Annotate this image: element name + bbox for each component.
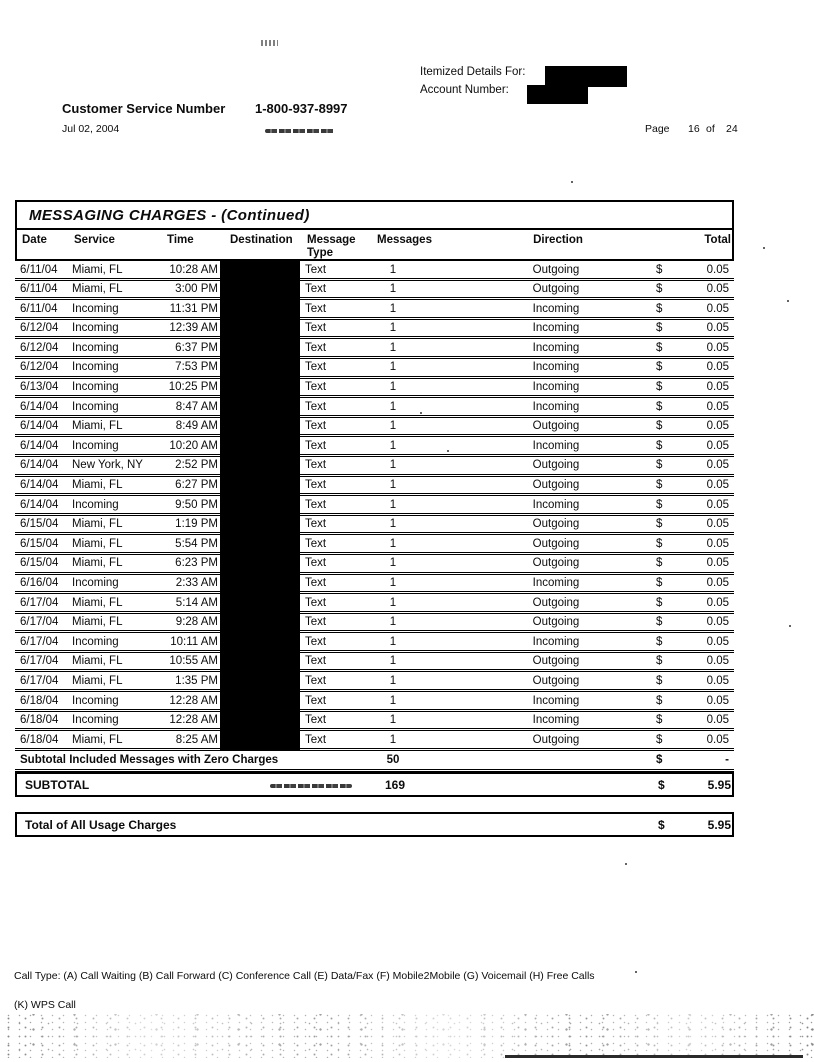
cell-messages: 1 xyxy=(389,459,397,472)
cell-time: 1:35 PM xyxy=(175,674,218,687)
cell-direction: Outgoing xyxy=(532,596,580,609)
cell-currency: $ xyxy=(656,733,663,746)
cell-service: Incoming xyxy=(72,322,119,335)
cell-amount: 0.05 xyxy=(706,439,729,452)
col-header-direction: Direction xyxy=(533,234,583,246)
scan-speck xyxy=(420,412,422,414)
cell-currency: $ xyxy=(656,459,663,472)
cell-time: 12:28 AM xyxy=(169,694,218,707)
cell-messages: 1 xyxy=(389,557,397,570)
cell-service: Incoming xyxy=(72,381,119,394)
table-row xyxy=(15,359,734,379)
cell-date: 6/17/04 xyxy=(20,596,59,609)
cell-time: 8:25 AM xyxy=(175,733,218,746)
cell-message-type: Text xyxy=(305,400,327,413)
cell-amount: 0.05 xyxy=(706,302,729,315)
table-row xyxy=(15,496,734,516)
cell-message-type: Text xyxy=(305,459,327,472)
currency-symbol: $ xyxy=(656,754,663,767)
cell-direction: Outgoing xyxy=(532,557,580,570)
cell-time: 12:28 AM xyxy=(169,714,218,727)
subtotal-label: SUBTOTAL xyxy=(25,778,90,793)
cell-direction: Outgoing xyxy=(532,263,580,276)
cell-service: Incoming xyxy=(72,694,119,707)
cell-currency: $ xyxy=(656,381,663,394)
cell-messages: 1 xyxy=(389,400,397,413)
cell-service: Miami, FL xyxy=(72,479,123,492)
cell-direction: Incoming xyxy=(532,635,580,648)
cell-message-type: Text xyxy=(305,479,327,492)
cell-message-type: Text xyxy=(305,537,327,550)
cell-messages: 1 xyxy=(389,537,397,550)
cell-currency: $ xyxy=(656,518,663,531)
cell-amount: 0.05 xyxy=(706,577,729,589)
cell-message-type: Text xyxy=(305,381,327,394)
cell-time: 6:27 PM xyxy=(175,479,218,492)
table-row xyxy=(15,320,734,340)
cell-time: 7:53 PM xyxy=(175,361,218,374)
cell-date: 6/11/04 xyxy=(20,302,58,315)
cell-date: 6/17/04 xyxy=(20,635,59,648)
cell-currency: $ xyxy=(656,322,663,335)
cell-amount: 0.05 xyxy=(706,459,729,472)
cell-time: 12:39 AM xyxy=(169,322,218,335)
cell-currency: $ xyxy=(656,361,663,374)
cell-time: 2:33 AM xyxy=(175,577,218,589)
table-row xyxy=(15,575,734,595)
table-row xyxy=(15,653,734,673)
cell-date: 6/17/04 xyxy=(20,616,59,629)
cell-message-type: Text xyxy=(305,283,327,296)
cell-service: Miami, FL xyxy=(72,420,123,433)
zero-charge-subtotal-label: Subtotal Included Messages with Zero Charges xyxy=(20,754,279,767)
cell-amount: 0.05 xyxy=(706,537,729,550)
cell-messages: 1 xyxy=(389,381,397,394)
cell-amount: 0.05 xyxy=(706,714,729,727)
cell-currency: $ xyxy=(656,263,663,276)
cell-service: Miami, FL xyxy=(72,263,123,276)
cell-currency: $ xyxy=(656,714,663,727)
table-title: MESSAGING CHARGES - (Continued) xyxy=(15,200,734,230)
cell-currency: $ xyxy=(656,498,663,511)
cell-messages: 1 xyxy=(389,714,397,727)
cell-amount: 0.05 xyxy=(706,655,729,668)
cell-messages: 1 xyxy=(389,498,397,511)
cell-message-type: Text xyxy=(305,302,327,315)
cell-amount: 0.05 xyxy=(706,733,729,746)
cell-service: Incoming xyxy=(72,498,119,511)
cell-messages: 1 xyxy=(389,283,397,296)
cell-direction: Outgoing xyxy=(532,616,580,629)
table-header-row xyxy=(15,228,734,261)
table-row xyxy=(15,535,734,555)
cell-direction: Outgoing xyxy=(532,459,580,472)
cell-amount: 0.05 xyxy=(706,341,729,354)
cell-amount: 0.05 xyxy=(706,674,729,687)
table-row xyxy=(15,379,734,399)
cell-amount: 0.05 xyxy=(706,596,729,609)
table-row xyxy=(15,633,734,653)
cell-time: 8:49 AM xyxy=(175,420,218,433)
cell-date: 6/14/04 xyxy=(20,439,59,452)
messaging-charges-table xyxy=(15,200,734,837)
cell-messages: 1 xyxy=(389,439,397,452)
page-number: 16 xyxy=(688,123,700,135)
cell-direction: Outgoing xyxy=(532,479,580,492)
statement-date: Jul 02, 2004 xyxy=(62,123,120,135)
scan-smudge xyxy=(261,40,278,46)
cell-message-type: Text xyxy=(305,557,327,570)
grand-total-row xyxy=(15,812,734,837)
cell-date: 6/15/04 xyxy=(20,537,59,550)
cell-service: New York, NY xyxy=(72,459,143,472)
col-header-date: Date xyxy=(22,234,47,246)
table-row xyxy=(15,437,734,457)
cell-messages: 1 xyxy=(389,479,397,492)
cell-currency: $ xyxy=(656,439,663,452)
currency-symbol: $ xyxy=(658,818,665,833)
cell-messages: 1 xyxy=(389,302,397,315)
table-row xyxy=(15,731,734,751)
cell-service: Miami, FL xyxy=(72,283,123,296)
cell-amount: 0.05 xyxy=(706,635,729,648)
cell-direction: Incoming xyxy=(532,577,580,589)
cell-amount: 0.05 xyxy=(706,381,729,394)
cell-currency: $ xyxy=(656,674,663,687)
cell-date: 6/15/04 xyxy=(20,557,59,570)
cell-amount: 0.05 xyxy=(706,479,729,492)
cell-message-type: Text xyxy=(305,577,327,589)
scan-scribble xyxy=(270,784,352,788)
subtotal-row xyxy=(15,772,734,797)
cell-service: Miami, FL xyxy=(72,655,123,668)
zero-charge-subtotal-amount: - xyxy=(725,754,729,767)
table-row xyxy=(15,300,734,320)
cell-direction: Incoming xyxy=(532,381,580,394)
page-of-label: of xyxy=(706,123,715,135)
cell-date: 6/18/04 xyxy=(20,694,59,707)
col-header-messages: Messages xyxy=(377,234,432,246)
cell-direction: Incoming xyxy=(532,439,580,452)
table-row xyxy=(15,418,734,438)
cell-service: Miami, FL xyxy=(72,733,123,746)
cell-time: 6:37 PM xyxy=(175,341,218,354)
cell-date: 6/14/04 xyxy=(20,420,59,433)
redacted-destination-column xyxy=(220,261,300,751)
cell-time: 10:28 AM xyxy=(169,263,218,276)
cell-message-type: Text xyxy=(305,635,327,648)
scan-speck xyxy=(787,300,789,302)
cell-date: 6/14/04 xyxy=(20,459,59,472)
cell-messages: 1 xyxy=(389,733,397,746)
cell-messages: 1 xyxy=(389,420,397,433)
cell-date: 6/14/04 xyxy=(20,400,59,413)
cell-message-type: Text xyxy=(305,420,327,433)
cell-date: 6/18/04 xyxy=(20,714,59,727)
cell-direction: Incoming xyxy=(532,714,580,727)
table-row xyxy=(15,555,734,575)
cell-time: 5:14 AM xyxy=(175,596,218,609)
cell-date: 6/17/04 xyxy=(20,655,59,668)
cell-amount: 0.05 xyxy=(706,694,729,707)
cell-date: 6/17/04 xyxy=(20,674,59,687)
cell-service: Miami, FL xyxy=(72,518,123,531)
scan-speck xyxy=(625,863,627,865)
redacted-account-name xyxy=(545,66,627,87)
table-row xyxy=(15,261,734,281)
cell-service: Miami, FL xyxy=(72,674,123,687)
scan-speck xyxy=(447,450,449,452)
cell-direction: Outgoing xyxy=(532,537,580,550)
cell-currency: $ xyxy=(656,596,663,609)
cell-date: 6/15/04 xyxy=(20,518,59,531)
scan-scribble xyxy=(265,129,335,133)
cell-messages: 1 xyxy=(389,635,397,648)
table-row xyxy=(15,339,734,359)
cell-amount: 0.05 xyxy=(706,420,729,433)
cell-amount: 0.05 xyxy=(706,498,729,511)
cell-direction: Incoming xyxy=(532,361,580,374)
cell-date: 6/11/04 xyxy=(20,263,58,276)
col-header-service: Service xyxy=(74,234,115,246)
cell-service: Incoming xyxy=(72,302,119,315)
cell-direction: Incoming xyxy=(532,694,580,707)
customer-service-label: Customer Service Number xyxy=(62,101,226,116)
cell-direction: Incoming xyxy=(532,322,580,335)
cell-currency: $ xyxy=(656,302,663,315)
cell-service: Incoming xyxy=(72,439,119,452)
subtotal-messages: 169 xyxy=(384,778,406,793)
scan-speck xyxy=(789,625,791,627)
grand-total-label: Total of All Usage Charges xyxy=(25,818,177,833)
cell-time: 3:00 PM xyxy=(175,283,218,296)
cell-amount: 0.05 xyxy=(706,400,729,413)
cell-direction: Outgoing xyxy=(532,518,580,531)
cell-amount: 0.05 xyxy=(706,557,729,570)
cell-direction: Outgoing xyxy=(532,283,580,296)
table-row xyxy=(15,477,734,497)
cell-time: 1:19 PM xyxy=(175,518,218,531)
cell-direction: Outgoing xyxy=(532,655,580,668)
cell-time: 9:50 PM xyxy=(175,498,218,511)
cell-time: 10:25 PM xyxy=(168,381,218,394)
col-header-total: Total xyxy=(704,234,731,246)
scan-noise-band xyxy=(0,1014,814,1058)
cell-message-type: Text xyxy=(305,596,327,609)
cell-date: 6/11/04 xyxy=(20,283,58,296)
cell-message-type: Text xyxy=(305,616,327,629)
cell-message-type: Text xyxy=(305,674,327,687)
cell-message-type: Text xyxy=(305,361,327,374)
cell-service: Miami, FL xyxy=(72,557,123,570)
itemized-details-label: Itemized Details For: xyxy=(420,66,526,78)
zero-charge-subtotal-messages: 50 xyxy=(386,754,400,767)
scan-edge-line xyxy=(505,1055,803,1058)
redacted-account-number xyxy=(527,85,588,104)
cell-messages: 1 xyxy=(389,322,397,335)
cell-message-type: Text xyxy=(305,498,327,511)
table-row xyxy=(15,398,734,418)
cell-amount: 0.05 xyxy=(706,322,729,335)
cell-currency: $ xyxy=(656,694,663,707)
table-row xyxy=(15,692,734,712)
table-row xyxy=(15,457,734,477)
subtotal-amount: 5.95 xyxy=(707,778,731,793)
cell-currency: $ xyxy=(656,557,663,570)
cell-date: 6/18/04 xyxy=(20,733,59,746)
cell-amount: 0.05 xyxy=(706,263,729,276)
cell-service: Incoming xyxy=(72,577,119,589)
cell-message-type: Text xyxy=(305,655,327,668)
cell-messages: 1 xyxy=(389,694,397,707)
cell-direction: Outgoing xyxy=(532,420,580,433)
cell-amount: 0.05 xyxy=(706,283,729,296)
zero-charge-subtotal-row xyxy=(15,751,734,772)
cell-service: Incoming xyxy=(72,341,119,354)
cell-currency: $ xyxy=(656,341,663,354)
currency-symbol: $ xyxy=(658,778,665,793)
cell-time: 2:52 PM xyxy=(175,459,218,472)
cell-date: 6/12/04 xyxy=(20,341,59,354)
cell-direction: Outgoing xyxy=(532,674,580,687)
grand-total-amount: 5.95 xyxy=(707,818,731,833)
table-row xyxy=(15,281,734,301)
cell-service: Incoming xyxy=(72,714,119,727)
cell-date: 6/13/04 xyxy=(20,381,59,394)
cell-date: 6/14/04 xyxy=(20,498,59,511)
cell-date: 6/14/04 xyxy=(20,479,59,492)
call-type-legend: Call Type: (A) Call Waiting (B) Call Forward (C) Conference Call (E) Data/Fax (F) Mobile2Mobile (G) Voicemail (H) Free Calls xyxy=(14,970,595,982)
cell-message-type: Text xyxy=(305,714,327,727)
table-body xyxy=(15,261,734,751)
scan-speck xyxy=(635,971,637,973)
table-row xyxy=(15,516,734,536)
cell-messages: 1 xyxy=(389,577,397,589)
scan-speck xyxy=(571,181,573,183)
cell-service: Miami, FL xyxy=(72,537,123,550)
cell-service: Miami, FL xyxy=(72,596,123,609)
cell-time: 10:55 AM xyxy=(169,655,218,668)
cell-currency: $ xyxy=(656,616,663,629)
cell-service: Incoming xyxy=(72,361,119,374)
table-row xyxy=(15,594,734,614)
cell-time: 9:28 AM xyxy=(175,616,218,629)
cell-time: 10:20 AM xyxy=(169,439,218,452)
cell-service: Incoming xyxy=(72,400,119,413)
cell-messages: 1 xyxy=(389,518,397,531)
cell-currency: $ xyxy=(656,420,663,433)
col-header-time: Time xyxy=(167,234,194,246)
cell-time: 8:47 AM xyxy=(175,400,218,413)
cell-message-type: Text xyxy=(305,263,327,276)
cell-service: Incoming xyxy=(72,635,119,648)
cell-time: 10:11 AM xyxy=(170,635,218,648)
cell-currency: $ xyxy=(656,283,663,296)
cell-time: 11:31 PM xyxy=(169,302,218,315)
cell-message-type: Text xyxy=(305,733,327,746)
table-row xyxy=(15,672,734,692)
cell-currency: $ xyxy=(656,537,663,550)
cell-messages: 1 xyxy=(389,361,397,374)
cell-messages: 1 xyxy=(389,655,397,668)
cell-direction: Incoming xyxy=(532,302,580,315)
col-header-destination: Destination xyxy=(230,234,293,246)
table-row xyxy=(15,712,734,732)
page-count: 24 xyxy=(726,123,738,135)
cell-currency: $ xyxy=(656,655,663,668)
cell-time: 6:23 PM xyxy=(175,557,218,570)
cell-date: 6/12/04 xyxy=(20,361,59,374)
cell-currency: $ xyxy=(656,577,663,589)
wps-call-note: (K) WPS Call xyxy=(14,999,76,1011)
page-label: Page xyxy=(645,123,670,135)
cell-currency: $ xyxy=(656,479,663,492)
cell-date: 6/12/04 xyxy=(20,322,59,335)
cell-messages: 1 xyxy=(389,596,397,609)
cell-direction: Outgoing xyxy=(532,733,580,746)
cell-amount: 0.05 xyxy=(706,361,729,374)
cell-messages: 1 xyxy=(389,616,397,629)
customer-service-number: 1-800-937-8997 xyxy=(255,101,348,116)
table-row xyxy=(15,614,734,634)
cell-message-type: Text xyxy=(305,322,327,335)
cell-currency: $ xyxy=(656,400,663,413)
cell-currency: $ xyxy=(656,635,663,648)
cell-messages: 1 xyxy=(389,674,397,687)
cell-messages: 1 xyxy=(389,263,397,276)
cell-message-type: Text xyxy=(305,341,327,354)
cell-date: 6/16/04 xyxy=(20,577,59,589)
cell-direction: Incoming xyxy=(532,341,580,354)
cell-amount: 0.05 xyxy=(706,616,729,629)
cell-message-type: Text xyxy=(305,439,327,452)
cell-message-type: Text xyxy=(305,694,327,707)
col-header-message-type: Message Type xyxy=(307,234,356,259)
cell-service: Miami, FL xyxy=(72,616,123,629)
account-number-label: Account Number: xyxy=(420,84,509,96)
cell-messages: 1 xyxy=(389,341,397,354)
cell-message-type: Text xyxy=(305,518,327,531)
scan-speck xyxy=(763,247,765,249)
cell-time: 5:54 PM xyxy=(175,537,218,550)
cell-direction: Incoming xyxy=(532,498,580,511)
cell-direction: Incoming xyxy=(532,400,580,413)
cell-amount: 0.05 xyxy=(706,518,729,531)
